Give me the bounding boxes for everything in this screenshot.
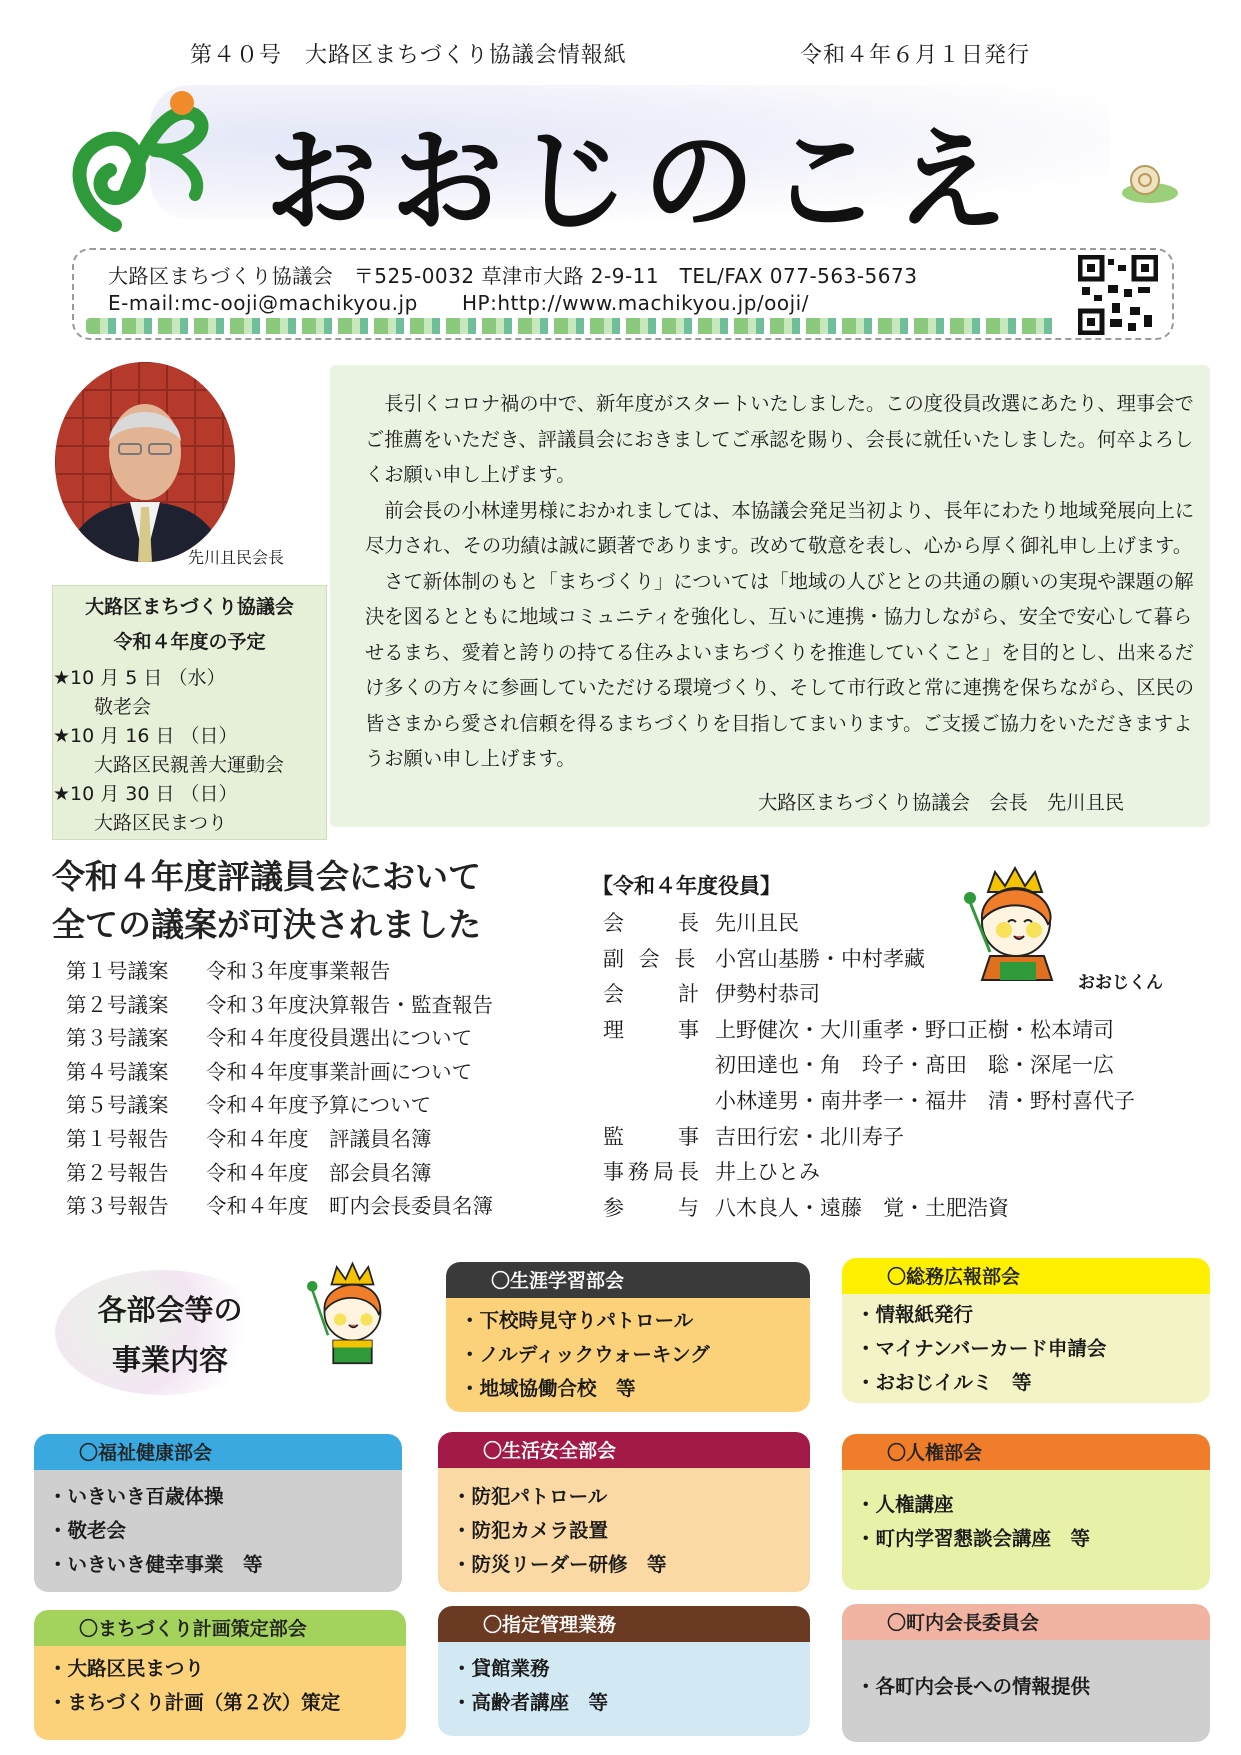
- message-paragraph: さて新体制のもと「まちづくり」については「地域の人びととの共通の願いの実現や課題の解決を図るとともに地域コミュニティを強化し、互いに連携・協力しながら、安全で安心して暮らせるまち、愛着と誇りの持てる住みよいまちづくりを推進していくこと」を目的とし、出来るだけ多くの方々に参画していただける環境づくり、そして市行政と常に連携を保ちながら、区民の皆さまから愛され信頼を得るまちづくりを目指してまいります。ご支援ご協力をいただきますようお願い申し上げます。: [365, 569, 1195, 770]
- officer-names: 伊勢村恭司: [715, 982, 820, 1007]
- schedule-item: ★10 月 16 日 （日）: [53, 725, 238, 747]
- agenda-number: 第２号報告: [66, 1160, 169, 1185]
- dept-item: ・下校時見守りパトロール: [460, 1309, 694, 1332]
- agenda-text: 令和４年度事業計画について: [206, 1059, 473, 1084]
- dept-item: ・人権講座: [856, 1493, 954, 1516]
- dept-item: ・情報紙発行: [856, 1303, 974, 1326]
- agenda-item: [66, 989, 493, 1023]
- departments-heading-line: 事業内容: [111, 1343, 228, 1377]
- dept-card-living-safety: [438, 1432, 810, 1592]
- agenda-number: 第３号報告: [66, 1194, 169, 1219]
- officer-names: 井上ひとみ: [715, 1160, 820, 1185]
- message-paragraph: 長引くコロナ禍の中で、新年度がスタートいたしました。この度役員改選にあたり、理事会でご推薦をいただき、評議員会におきましてご承認を賜り、会長に就任いたしました。何卒よろしくお願い申し上げます。: [365, 392, 1194, 486]
- contact-website[interactable]: HP:http://www.machikyou.jp/ooji/: [462, 291, 809, 315]
- officer-role: [603, 1084, 715, 1120]
- officer-role: 事務局長: [603, 1160, 703, 1185]
- dept-card-body: [446, 1298, 810, 1412]
- officer-role: [603, 1048, 715, 1084]
- dept-item: ・まちづくり計画（第２次）策定: [48, 1691, 341, 1714]
- agenda-number: 第３号議案: [66, 1026, 169, 1051]
- photo-caption: 先川且民会長: [188, 548, 285, 567]
- officer-names: 小宮山基勝・中村孝藏: [715, 946, 925, 971]
- dept-item: ・敬老会: [48, 1519, 127, 1542]
- dept-item: ・防災リーダー研修 等: [452, 1553, 667, 1576]
- dept-item: ・おおじイルミ 等: [856, 1371, 1032, 1394]
- dept-item: ・地域協働合校 等: [460, 1377, 636, 1400]
- officer-role: 会 長: [603, 911, 703, 935]
- dept-item: ・大路区民まつり: [48, 1657, 205, 1680]
- agenda-item: [66, 1089, 493, 1123]
- mascot-name: おおじくん: [1078, 973, 1163, 993]
- snail-icon: [1110, 158, 1180, 208]
- dept-item: ・マイナンバーカード申請会: [856, 1337, 1107, 1360]
- schedule-item: 敬老会: [75, 696, 152, 718]
- dept-card-body: [438, 1642, 810, 1736]
- dept-card-body: [34, 1646, 406, 1740]
- dept-item: ・各町内会長への情報提供: [856, 1675, 1091, 1698]
- dept-card-welfare-health: [34, 1434, 402, 1592]
- town-illustration: [86, 318, 1056, 334]
- agenda-number: 第４号議案: [66, 1059, 169, 1084]
- schedule-item: ★10 月 30 日 （日）: [53, 783, 238, 805]
- agenda-item: [66, 955, 493, 989]
- dept-item: ・防犯カメラ設置: [452, 1519, 609, 1542]
- officer-role: 副 会 長: [603, 946, 700, 971]
- officer-names: 小林達男・南井孝一・福井 清・野村喜代子: [715, 1088, 1135, 1113]
- agenda-item: [66, 1056, 493, 1090]
- officer-role: 会 計: [603, 982, 703, 1007]
- departments-heading-line: 各部会等の: [97, 1293, 243, 1327]
- officer-row: [603, 977, 1135, 1013]
- contact-email[interactable]: E-mail:mc-ooji@machikyou.jp: [108, 291, 418, 315]
- council-title: [52, 853, 481, 949]
- dept-item: ・貸館業務: [452, 1657, 550, 1680]
- agenda-text: 令和４年度 評議員名簿: [206, 1126, 432, 1151]
- dept-card-body: [438, 1468, 810, 1592]
- officer-role: 理 事: [603, 1017, 703, 1042]
- dept-card-lifelong-learning: [446, 1262, 810, 1412]
- schedule-box: [52, 585, 327, 840]
- dept-card-general-affairs: [842, 1258, 1210, 1403]
- officer-row: [603, 1120, 1135, 1156]
- schedule-item: 大路区民まつり: [75, 812, 228, 834]
- dept-item: ・高齢者講座 等: [452, 1691, 609, 1714]
- officer-names: 上野健次・大川重孝・野口正樹・松本靖司: [715, 1017, 1114, 1042]
- message-paragraph: 前会長の小林達男様におかれましては、本協議会発足当初より、長年にわたり地域発展向上に尽力され、その功績は誠に顕著であります。改めて敬意を表し、心から厚く御礼申し上げます。: [365, 498, 1195, 557]
- officer-role: 参 与: [603, 1195, 703, 1220]
- dept-item: ・防犯パトロール: [452, 1485, 608, 1508]
- agenda-number: 第５号議案: [66, 1093, 169, 1118]
- officer-names: 吉田行宏・北川寿子: [715, 1124, 904, 1149]
- departments-heading: [70, 1285, 270, 1385]
- chairman-message: [365, 386, 1195, 777]
- chairman-photo: [55, 362, 235, 562]
- officer-row: [603, 1191, 1135, 1227]
- agenda-text: 令和４年度役員選出について: [206, 1026, 473, 1051]
- dept-card-header: 〇町内会長委員会: [842, 1604, 1210, 1640]
- agenda-text: 令和４年度予算について: [206, 1093, 432, 1118]
- agenda-text: 令和３年度事業報告: [206, 959, 391, 983]
- agenda-list: [66, 955, 493, 1224]
- dept-card-header: 〇福祉健康部会: [34, 1434, 402, 1470]
- officer-row: [603, 1084, 1135, 1120]
- officer-names: 初田達也・角 玲子・髙田 聡・深尾一広: [715, 1053, 1114, 1078]
- issue-date: 令和４年６月１日発行: [800, 43, 1031, 68]
- council-title-line: 全ての議案が可決されました: [52, 905, 481, 944]
- dept-card-human-rights: [842, 1434, 1210, 1590]
- agenda-number: 第１号報告: [66, 1126, 169, 1151]
- agenda-item: [66, 1022, 493, 1056]
- agenda-text: 令和３年度決算報告・監査報告: [206, 992, 493, 1017]
- officer-names: 八木良人・遠藤 覚・土肥浩資: [715, 1195, 1009, 1220]
- officers-title: 【令和４年度役員】: [592, 874, 781, 898]
- officer-names: 先川且民: [715, 911, 799, 935]
- dept-item: ・町内学習懇談会講座 等: [856, 1527, 1091, 1550]
- clover-logo-icon: [55, 85, 245, 235]
- agenda-item: [66, 1123, 493, 1157]
- officer-row: [603, 1048, 1135, 1084]
- message-signature: 大路区まちづくり協議会 会長 先川且民: [758, 791, 1125, 814]
- dept-item: ・ノルディックウォーキング: [460, 1343, 710, 1366]
- dept-card-body: [842, 1294, 1210, 1403]
- agenda-text: 令和４年度 部会員名簿: [206, 1160, 432, 1185]
- schedule-title: 大路区まちづくり協議会: [85, 596, 294, 618]
- schedule-subtitle: 令和４年度の予定: [113, 631, 266, 653]
- issue-number: 第４０号 大路区まちづくり協議会情報紙: [190, 43, 627, 68]
- dept-card-body: [842, 1470, 1210, 1590]
- schedule-item: 大路区民親善大運動会: [75, 754, 285, 776]
- dept-card-header: 〇生活安全部会: [438, 1432, 810, 1468]
- agenda-item: [66, 1157, 493, 1191]
- agenda-item: [66, 1190, 493, 1224]
- dept-card-facility-management: [438, 1606, 810, 1736]
- mascot-small-icon: [300, 1260, 405, 1365]
- dept-card-header: 〇指定管理業務: [438, 1606, 810, 1642]
- mascot-ooji-kun-icon: [960, 862, 1080, 982]
- agenda-number: 第２号議案: [66, 992, 169, 1017]
- officer-row: [603, 1155, 1135, 1191]
- dept-card-body: [34, 1470, 402, 1592]
- dept-card-town-planning: [34, 1610, 406, 1740]
- dept-item: ・いきいき百歳体操: [48, 1485, 224, 1508]
- officer-role: 監 事: [603, 1124, 703, 1149]
- dept-card-header: 〇生涯学習部会: [446, 1262, 810, 1298]
- dept-item: ・いきいき健幸事業 等: [48, 1553, 263, 1576]
- contact-address: 大路区まちづくり協議会 〒525-0032 草津市大路 2-9-11 TEL/FAX 077-563-5673: [108, 264, 918, 288]
- schedule-item: ★10 月 5 日 （水）: [53, 667, 226, 689]
- dept-card-header: 〇総務広報部会: [842, 1258, 1210, 1294]
- qr-code-icon[interactable]: [1078, 255, 1158, 335]
- agenda-number: 第１号議案: [66, 959, 169, 983]
- dept-card-header: 〇人権部会: [842, 1434, 1210, 1470]
- dept-card-chairs-committee: [842, 1604, 1210, 1742]
- officer-row: [603, 1013, 1135, 1049]
- agenda-text: 令和４年度 町内会長委員名簿: [206, 1194, 493, 1219]
- dept-card-header: 〇まちづくり計画策定部会: [34, 1610, 406, 1646]
- masthead-title: おおじのこえ: [265, 116, 1021, 247]
- dept-card-body: [842, 1640, 1210, 1742]
- council-title-line: 令和４年度評議員会において: [52, 857, 481, 896]
